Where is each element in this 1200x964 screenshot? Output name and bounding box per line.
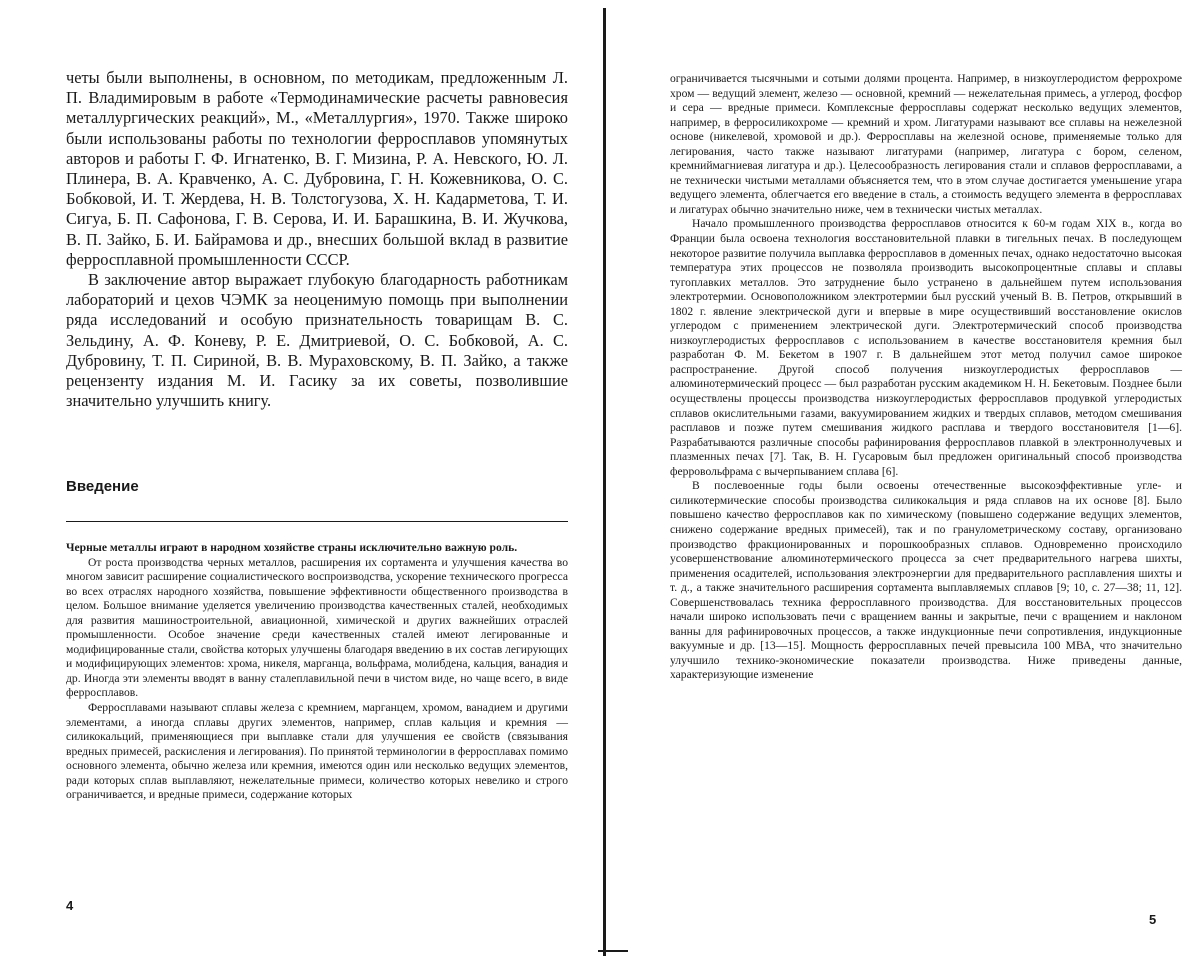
heading-rule	[66, 521, 568, 522]
paragraph: четы были выполнены, в основном, по методикам, предложенным Л. П. Владимировым в работе «Термодинамические расчеты равновесия металлургических реакций», М., «Металлургия», 1970. Также широко были использованы работы по технологии ферросплавов упомянутых авторов и работы Г. Ф. Игнатенко, В. Г. Мизина, Р. А. Невского, Ю. Л. Плинера, В. А. Кравченко, А. С. Дубровина, Г. Н. Кожевникова, О. С. Бобковой, И. Т. Жердева, Н. В. Толстогузова, Х. Н. Кадарметова, Т. И. Сигуа, Б. П. Сафонова, Г. В. Серова, И. И. Барашкина, В. И. Жучкова, В. П. Зайко, Б. И. Байрамова и др., внесших большой вклад в развитие ферросплавной промышленности СССР.	[66, 68, 568, 269]
paragraph: В послевоенные годы были освоены отечественные высокоэффективные угле- и силикотермические способы производства силикокальция и ряда сплавов на их основе [8]. Было повышено качество ферросплавов как по химическому (повышено содержание ведущих элементов, снижено содержание вредных примесей), так и по гранулометрическому составу, организовано производство фракционированных и порошкообразных сплавов. Одновременно происходило усовершенствование алюминотермического процесса за счет предварительного нагрева шихты, применения осадителей, использования электроэнергии для предварительного расплавления шихты и т. д., а также значительного расширения сортамента выплавляемых сплавов [9; 10, с. 27—38; 11, 12]. Совершенствовалась техника ферросплавного производства. Для восстановительных процессов начали широко использовать печи с вращением ванны и закрытые, печи с вращением и наклоном ванны для рафинировочных процессов, а также индукционные печи сопротивления, индукционные вакуумные и др. [13—15]. Мощность ферросплавных печей превысила 100 МВА, что значительно улучшило технико-экономические показатели производства. Ниже приведены данные, характеризующие изменение	[670, 479, 1182, 682]
paragraph: ограничивается тысячными и сотыми долями процента. Например, в низкоуглеродистом феррохроме хром — ведущий элемент, железо — основной, кремний — нежелательная примесь, а углерод, фосфор и сера — вредные примеси. Комплексные ферросплавы содержат несколько ведущих элементов, например, в ферросиликохроме — кремний и хром. Лигатурами называют все сплавы на нежелезной основе (никелевой, хромовой и др.). Ферросплавы на железной основе, применяемые только для легирования, часто также называют лигатурами (например, лигатура с бором, селеном, кремниймагниевая лигатура и др.). Целесообразность легирования стали и сплавов ферросплавами, а не технически чистыми металлами объясняется тем, что в этом случае достигается уменьшение угара ведущего элемента, облегчается его введение в сталь, а стоимость ведущего элемента в ферросплавах и лигатурах обычно значительно ниже, чем в технически чистых металлах.	[670, 72, 1182, 216]
section-heading: Введение	[66, 478, 139, 495]
paragraph: Начало промышленного производства ферросплавов относится к 60-м годам XIX в., когда во Франции была освоена технология восстановительной плавки в тигельных печах. В последующем некоторое развитие получила выплавка ферросплавов в доменных печах, однако недостаточно высокая температура этих процессов не позволяла производить высокопроцентные сплавы и сплавы тугоплавких металлов. Это затруднение было устранено в дальнейшем путем использования электротермии. Основоположником электротермии был русский ученый В. В. Петров, открывший в 1802 г. явление электрической дуги и впервые в мире осуществивший восстановление окислов углеродом с применением электрической дуги. Электротермический способ производства низкоуглеродистых ферросплавов с использованием в качестве восстановителя кремния был разработан Ф. М. Бекетом в 1907 г. В дальнейшем этот метод получил самое широкое распространение. Другой способ получения низкоуглеродистых ферросплавов — алюминотермический процесс — был разработан русским академиком Н. Н. Бекетовым. Позднее были осуществлены процессы производства низкоуглеродистых ферросплавов продувкой углеродистых сплавов окислительными газами, вакуумированием жидких и твердых сплавов, методом смешивания расплавов и позже путем смешивания жидкого расплава и твердого восстановителя [1—6]. Разрабатываются различные способы рафинирования ферросплавов плавкой в электроннолучевых и плазменных печах [7]. Так, В. Н. Гусаровым был предложен оригинальный способ производства ферровольфрама с вычерпыванием сплава [6].	[670, 217, 1182, 478]
paragraph: Ферросплавами называют сплавы железа с кремнием, марганцем, хромом, ванадием и другими элементами, а иногда сплавы других элементов, например, сплав кальция и кремния — силикокальций, применяющиеся при выплавке стали для улучшения ее свойств (связывания вредных примесей, раскисления и легирования). По принятой терминологии в ферросплавах помимо основного элемента, обычно железа или кремния, имеются один или несколько ведущих элементов, ради которых сплав выплавляют, нежелательные примеси, количество которых невелико и строго ограничивается, и вредные примеси, содержание которых	[66, 701, 568, 802]
left-lower-text	[66, 541, 568, 803]
paragraph: От роста производства черных металлов, расширения их сортамента и улучшения качества во многом зависит расширение социалистического воспроизводства, ускорение технического прогресса во всех отраслях народного хозяйства, повышение эффективности общественного производства в целом. Большое внимание уделяется увеличению производства качественных сталей, необходимых для развития машиностроительной, авиационной, химической и других важнейших отраслей промышленности. Особое значение среди качественных сталей имеют легированные и модифицированные стали, свойства которых улучшены благодаря введению в их состав легирующих и модифицирующих элементов: хрома, никеля, марганца, вольфрама, молибдена, кальция, ванадия и др. Иногда эти элементы вводят в ванну сталеплавильной печи в чистом виде, но чаще всего, в виде ферросплавов.	[66, 555, 568, 700]
lead-paragraph: Черные металлы играют в народном хозяйстве страны исключительно важную роль.	[66, 541, 518, 554]
page-number: 4	[66, 898, 74, 913]
paragraph: В заключение автор выражает глубокую благодарность работникам лабораторий и цехов ЧЭМК за неоценимую помощь при выполнении ряда исследований и особую признательность товарищам В. С. Зельдину, А. Ф. Коневу, Р. Е. Дмитриевой, О. С. Бобковой, А. С. Дубровину, Т. П. Сириной, В. В. Мураховскому, В. П. Зайко, а также рецензенту издания М. И. Гасику за их советы, позволившие значительно улучшить книгу.	[66, 270, 568, 411]
page-number: 5	[1149, 912, 1157, 927]
right-text	[670, 72, 1182, 683]
left-upper-text	[66, 68, 568, 411]
right-page	[606, 0, 1200, 964]
